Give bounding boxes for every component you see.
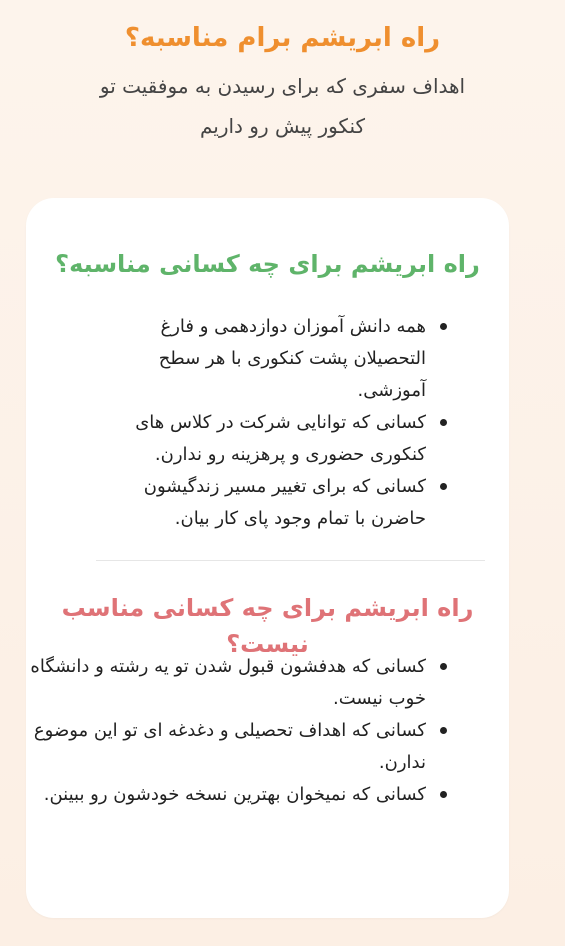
unsuitable-item-text-1: کسانی که هدفشون قبول شدن تو یه رشته و دانشگاه خوب نیست.: [30, 656, 426, 709]
page-title: راه ابریشم برام مناسبه؟: [124, 23, 441, 53]
suitable-list-item-3: [122, 471, 447, 535]
unsuitable-list-item-2: [17, 715, 447, 779]
suitable-list-item-2: [122, 407, 447, 471]
unsuitable-list: [17, 651, 447, 811]
unsuitable-section-title: راه ابریشم برای چه کسانی مناسب نیست؟: [61, 594, 474, 658]
suitable-item-text-1: همه دانش آموزان دوازدهمی و فارغ التحصیلان پشت کنکوری با هر سطح آموزشی.: [158, 316, 426, 401]
page-subtitle: اهداف سفری که برای رسیدن به موفقیت تو کنکور پیش رو داریم: [99, 74, 466, 138]
suitable-section-title: راه ابریشم برای چه کسانی مناسبه؟: [55, 250, 480, 278]
unsuitable-item-text-2: کسانی که اهداف تحصیلی و دغدغه ای تو این موضوع ندارن.: [33, 720, 426, 773]
audience-card: [26, 198, 509, 918]
bullet-icon: [440, 323, 447, 330]
bullet-icon: [440, 663, 447, 670]
unsuitable-item-text-3: کسانی که نمیخوان بهترین نسخه خودشون رو ببینن.: [43, 784, 426, 805]
suitable-item-text-2: کسانی که توانایی شرکت در کلاس های کنکوری حضوری و پرهزینه رو ندارن.: [135, 412, 426, 465]
bullet-icon: [440, 483, 447, 490]
unsuitable-list-item-1: [17, 651, 447, 715]
bullet-icon: [440, 419, 447, 426]
bullet-icon: [440, 791, 447, 798]
suitable-item-text-3: کسانی که برای تغییر مسیر زندگیشون حاضرن با تمام وجود پای کار بیان.: [143, 476, 426, 529]
bullet-icon: [440, 727, 447, 734]
suitable-list-item-1: [122, 311, 447, 407]
section-divider: [96, 560, 485, 561]
unsuitable-list-item-3: [17, 779, 447, 811]
page-header: [30, 18, 535, 146]
suitable-list: [122, 311, 447, 535]
